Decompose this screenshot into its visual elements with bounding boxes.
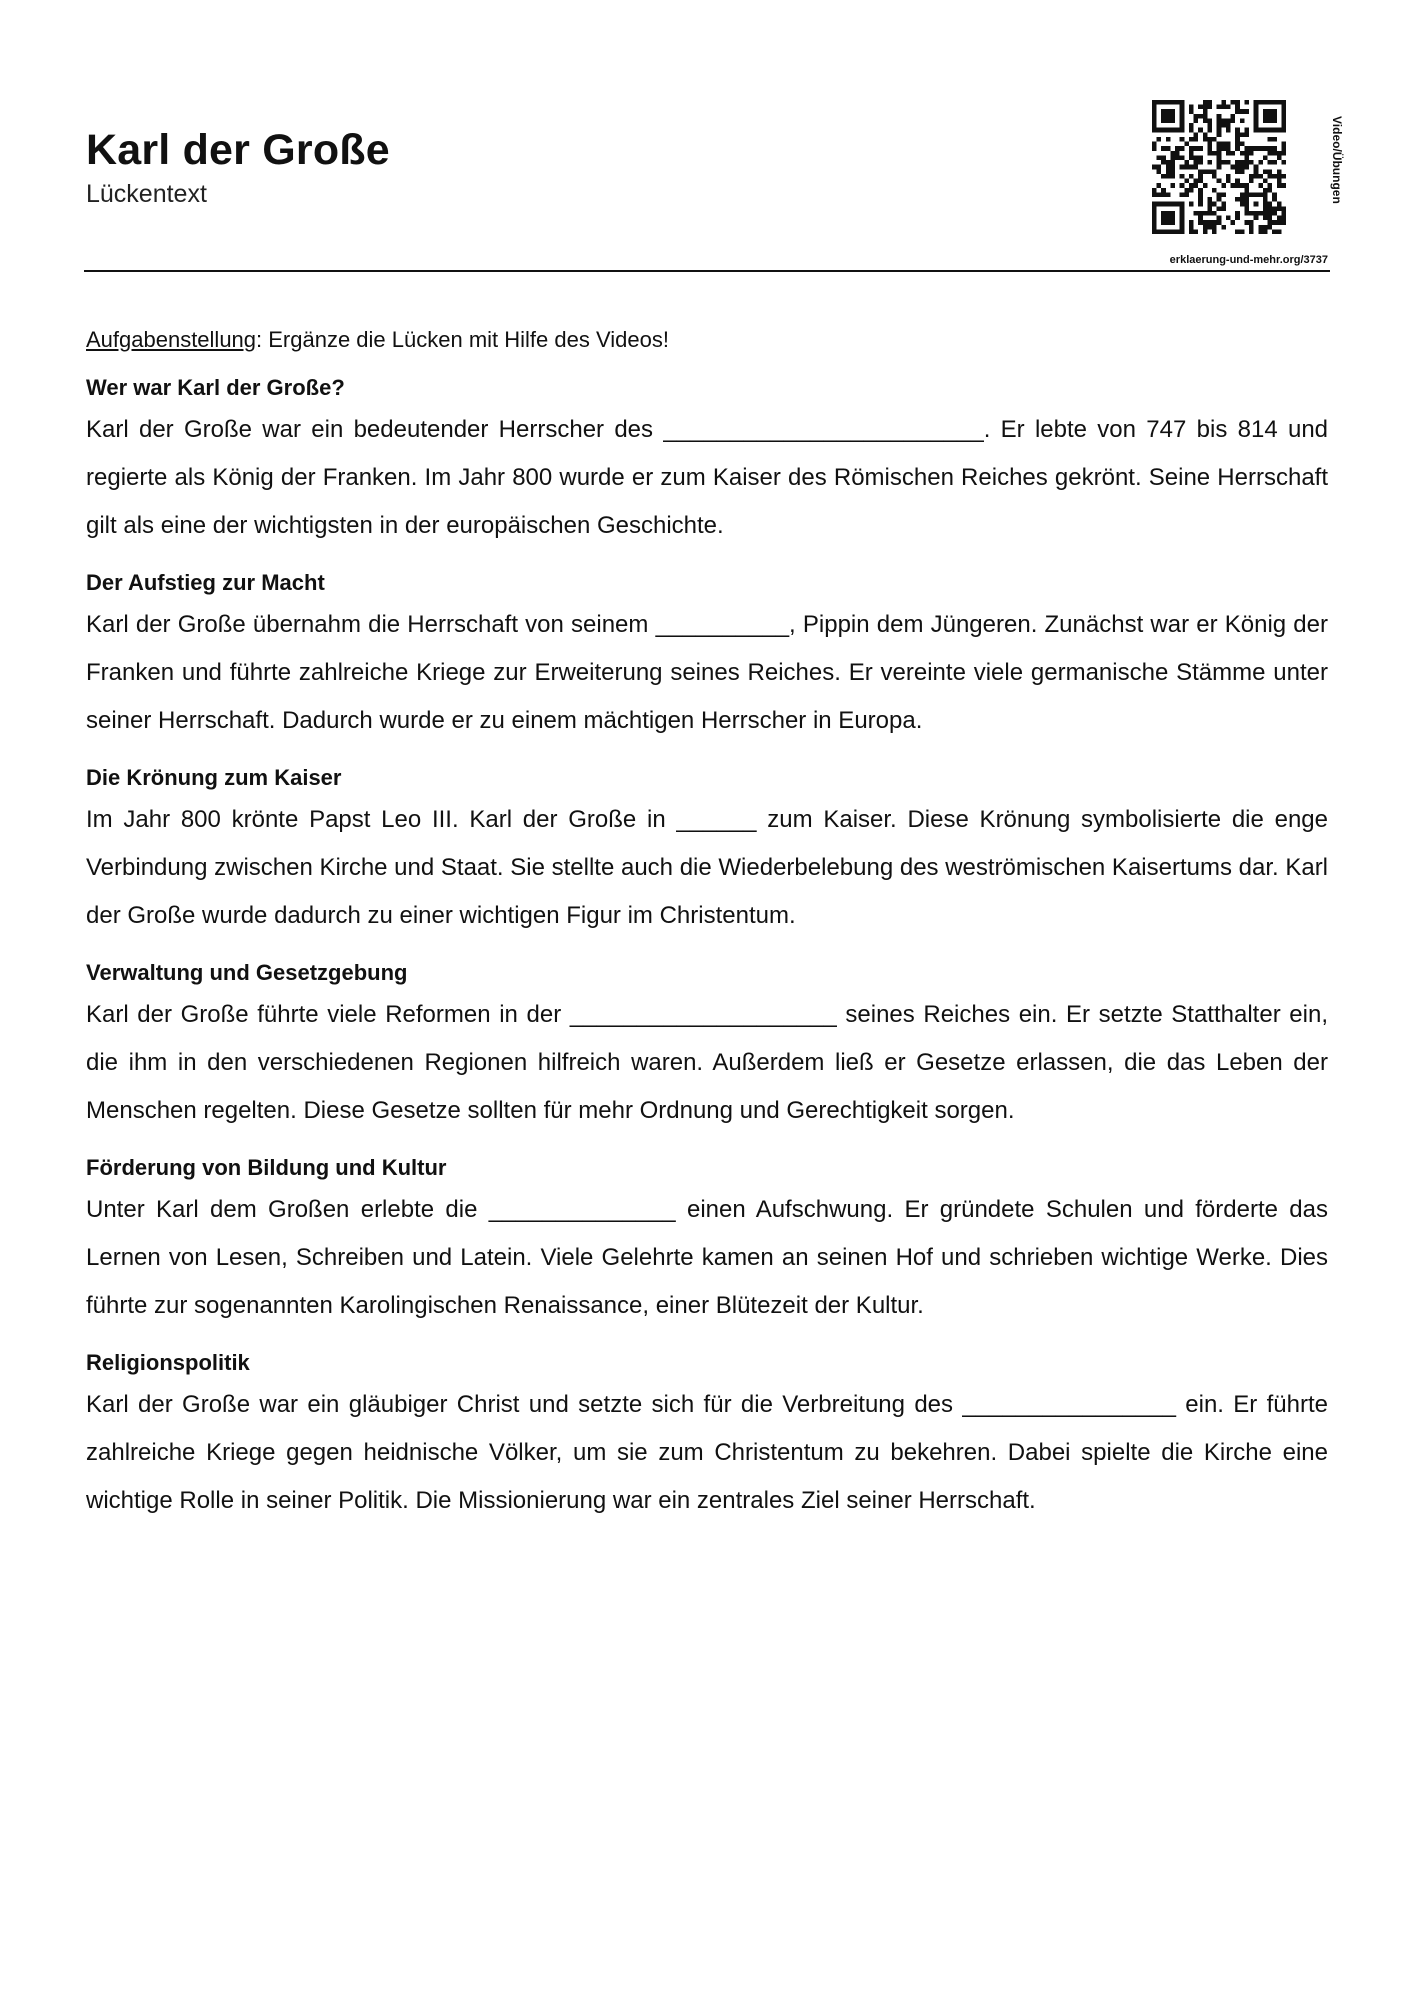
- section-text: [86, 1381, 1328, 1525]
- section-religion-policy: [86, 1345, 1328, 1525]
- text-before-gap: Im Jahr 800 krönte Papst Leo III. Karl der Große in: [86, 806, 677, 833]
- section-who: [86, 370, 1328, 550]
- text-before-gap: Karl der Große führte viele Reformen in der: [86, 1001, 570, 1028]
- text-after-gap: . Er lebte von 747 bis 814 und regierte als König der Franken. Im Jahr 800 wurde er zum Kaiser des Römischen Reiches gekrönt. Seine Herrschaft gilt als eine der wichtigsten in der europäischen Geschichte.: [86, 416, 1329, 539]
- task-instruction: [86, 322, 1328, 358]
- section-heading: Verwaltung und Gesetzgebung: [86, 960, 408, 985]
- text-after-gap: zum Kaiser. Diese Krönung symbolisierte die enge Verbindung zwischen Kirche und Staat. Sie stellte auch die Wiederbelebung des weströmischen Kaisertums dar. Karl der Große wurde dadurch zu einer wichtigen Figur im Christentum.: [86, 806, 1329, 929]
- section-coronation: [86, 760, 1328, 940]
- section-rise-to-power: [86, 565, 1328, 745]
- text-after-gap: seines Reiches ein. Er setzte Statthalter ein, die ihm in den verschiedenen Regionen hilfreich waren. Außerdem ließ er Gesetze erlassen, die das Leben der Menschen regelten. Diese Gesetze sollten für mehr Ordnung und Gerechtigkeit sorgen.: [86, 1001, 1328, 1124]
- fill-in-gap[interactable]: ______________: [488, 1196, 676, 1223]
- text-before-gap: Karl der Große übernahm die Herrschaft von seinem: [86, 611, 656, 638]
- qr-code-icon[interactable]: [1152, 100, 1286, 234]
- fill-in-gap[interactable]: ______: [676, 806, 757, 833]
- header-divider: [84, 270, 1330, 272]
- section-heading: Der Aufstieg zur Macht: [86, 570, 325, 595]
- qr-code-graphic: [1152, 100, 1286, 234]
- text-after-gap: ein. Er führte zahlreiche Kriege gegen heidnische Völker, um sie zum Christentum zu bekehren. Dabei spielte die Kirche eine wichtige Rolle in seiner Politik. Die Missionierung war ein zentrales Ziel seiner Herrschaft.: [86, 1391, 1328, 1514]
- text-after-gap: einen Aufschwung. Er gründete Schulen und förderte das Lernen von Lesen, Schreiben und Latein. Viele Gelehrte kamen an seinen Hof und schrieben wichtige Werke. Dies führte zur sogenannten Karolingischen Renaissance, einer Blütezeit der Kultur.: [86, 1196, 1328, 1319]
- page-title: Karl der Große: [86, 126, 390, 174]
- text-after-gap: , Pippin dem Jüngeren. Zunächst war er König der Franken und führte zahlreiche Kriege zur Erweiterung seines Reiches. Er vereinte viele germanische Stämme unter seiner Herrschaft. Dadurch wurde er zu einem mächtigen Herrscher in Europa.: [86, 611, 1328, 734]
- page-subtitle: Lückentext: [86, 180, 207, 208]
- text-before-gap: Karl der Große war ein gläubiger Christ und setzte sich für die Verbreitung des: [86, 1391, 963, 1418]
- task-text: : Ergänze die Lücken mit Hilfe des Videos!: [256, 327, 669, 352]
- task-label: Aufgabenstellung: [86, 327, 257, 352]
- fill-in-gap[interactable]: ________________________: [663, 416, 984, 443]
- text-before-gap: Unter Karl dem Großen erlebte die: [86, 1196, 489, 1223]
- fill-in-gap[interactable]: ________________: [962, 1391, 1176, 1418]
- section-education-culture: [86, 1150, 1328, 1330]
- section-heading: Wer war Karl der Große?: [86, 375, 345, 400]
- worksheet-content: [86, 322, 1328, 1540]
- section-heading: Förderung von Bildung und Kultur: [86, 1155, 447, 1180]
- section-administration: [86, 955, 1328, 1135]
- qr-url: erklaerung-und-mehr.org/3737: [1169, 254, 1328, 266]
- section-text: [86, 991, 1328, 1135]
- text-before-gap: Karl der Große war ein bedeutender Herrscher des: [86, 416, 664, 443]
- fill-in-gap[interactable]: __________: [655, 611, 790, 638]
- section-text: [86, 601, 1328, 745]
- section-text: [86, 406, 1328, 550]
- section-heading: Religionspolitik: [86, 1350, 250, 1375]
- section-heading: Die Krönung zum Kaiser: [86, 765, 342, 790]
- fill-in-gap[interactable]: ____________________: [569, 1001, 837, 1028]
- section-text: [86, 1186, 1328, 1330]
- section-text: [86, 796, 1328, 940]
- qr-side-label: Video/Übungen: [1330, 116, 1344, 204]
